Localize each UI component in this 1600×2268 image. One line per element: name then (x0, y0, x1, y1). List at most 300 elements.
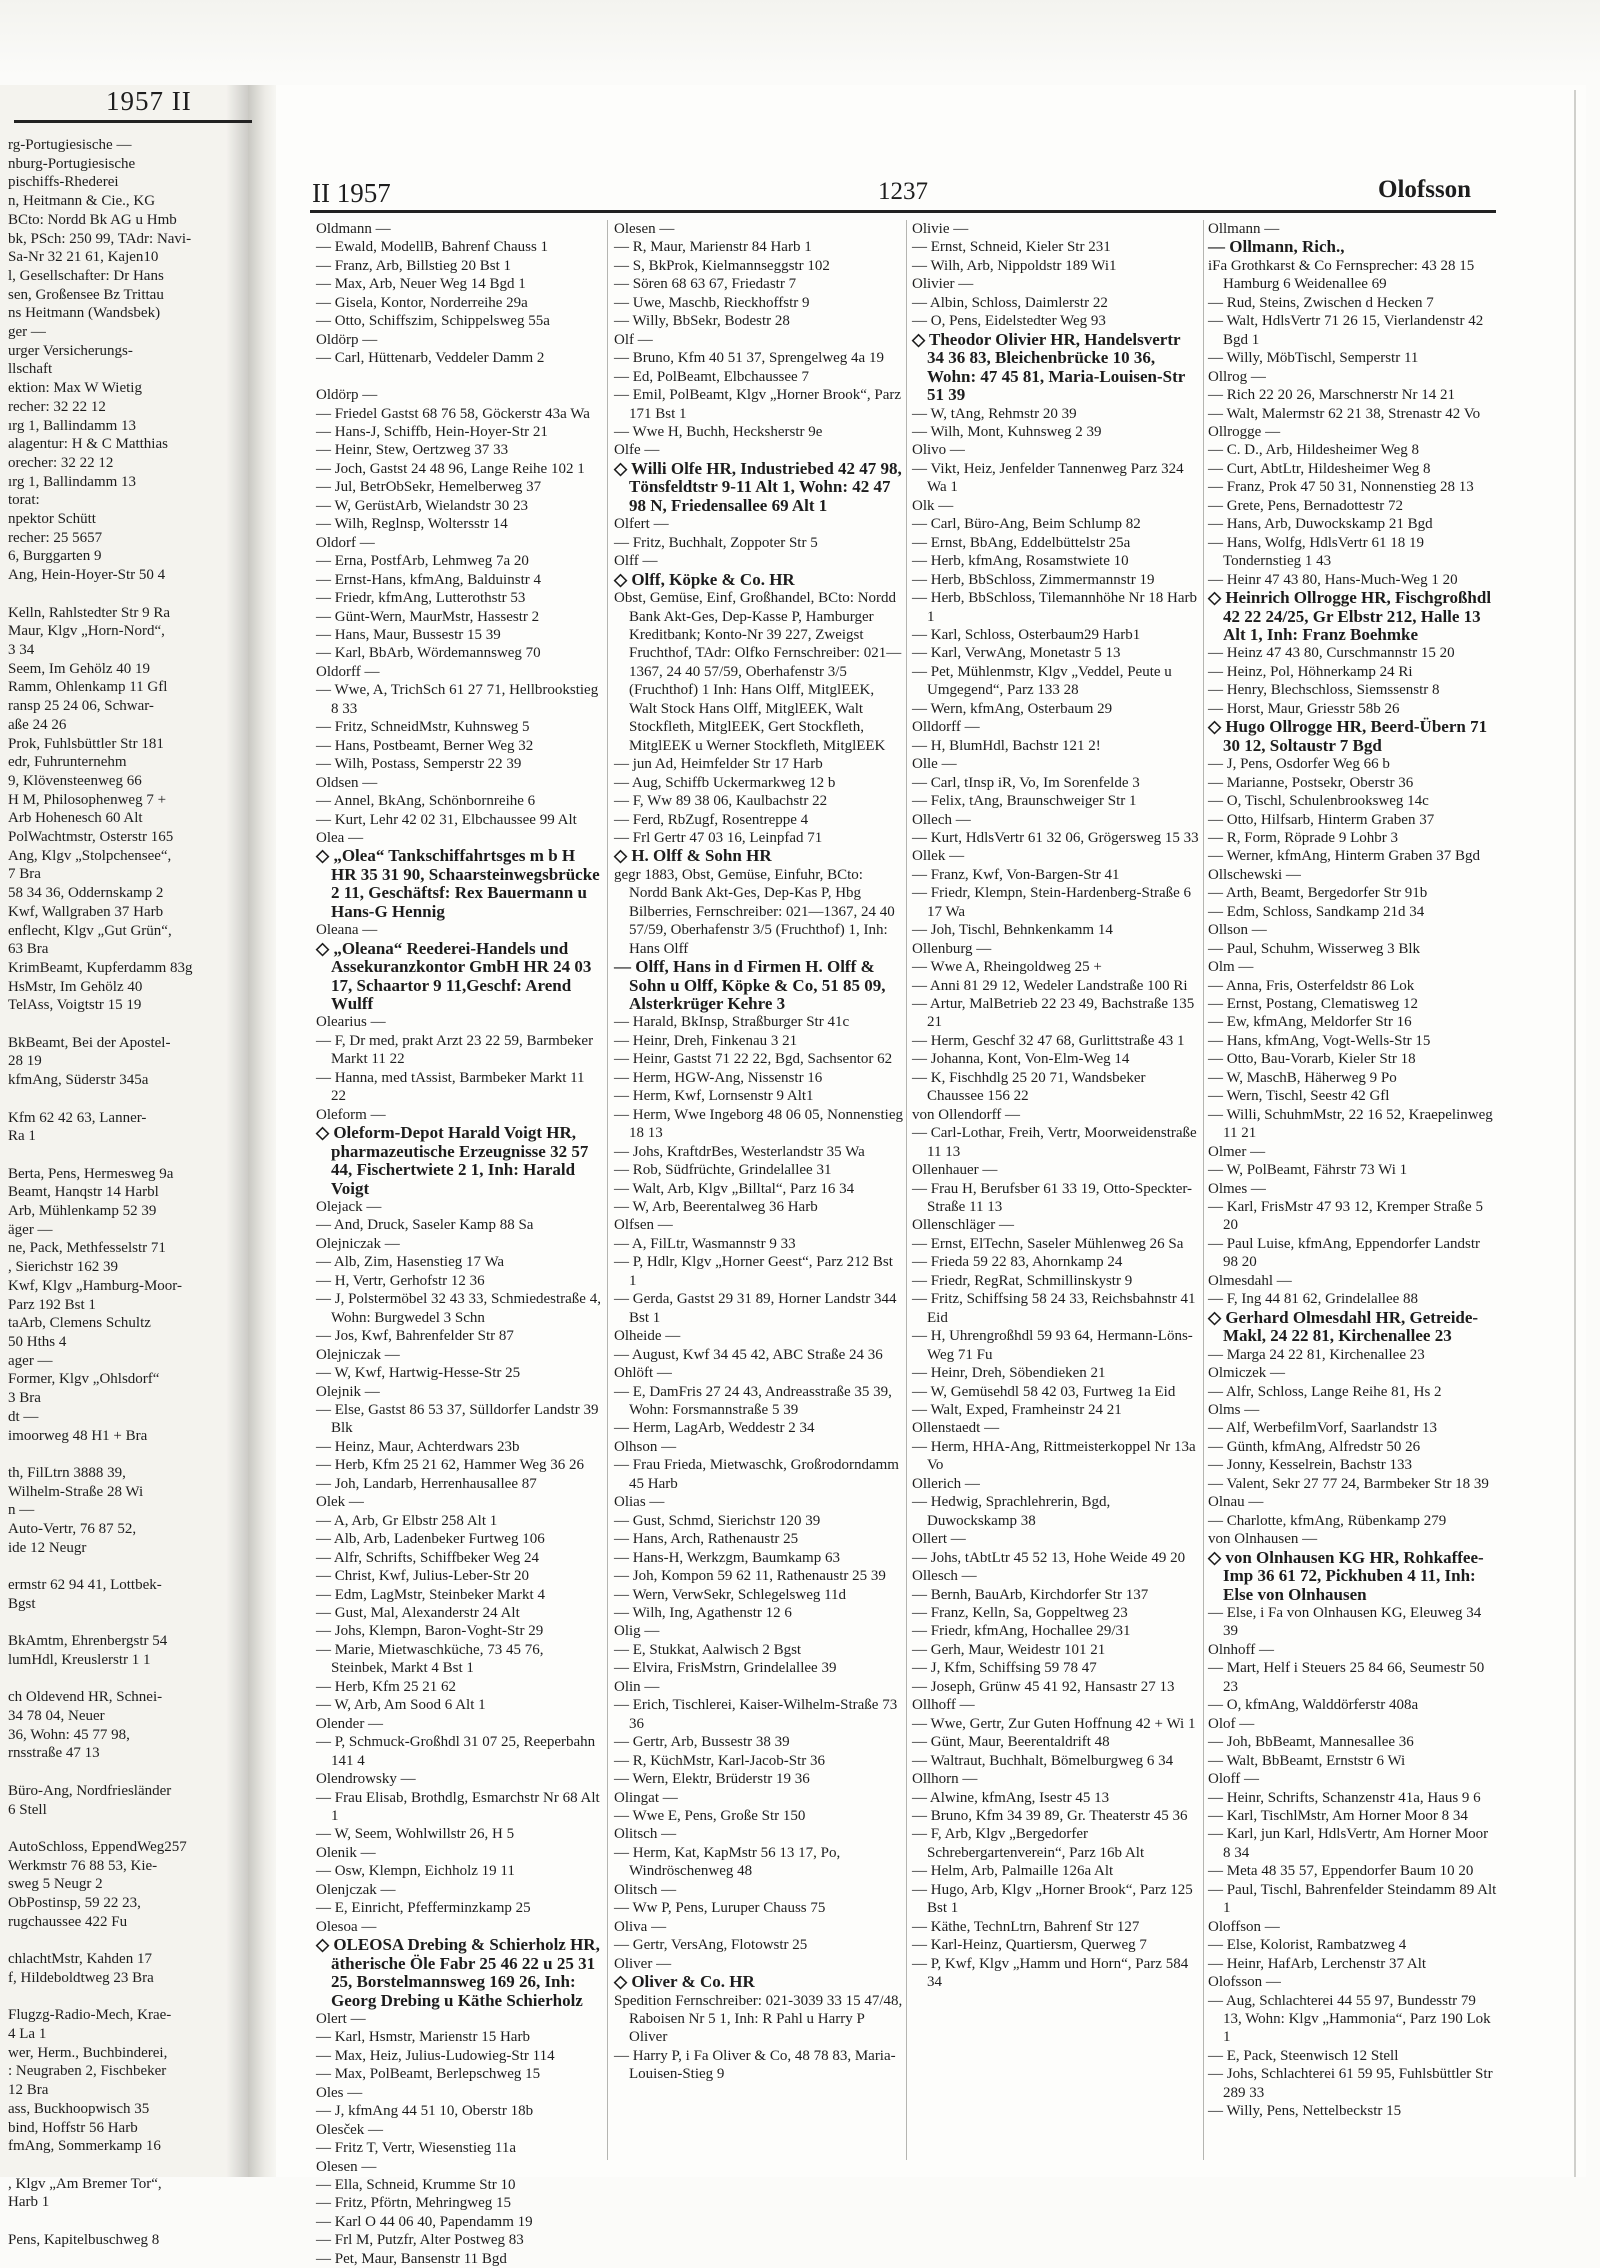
directory-entry: — Jonny, Kesselrein, Bachstr 133 (1208, 1457, 1412, 1474)
directory-entry: — Joh, Kompon 59 62 11, Rathenaustr 25 39 (614, 1568, 886, 1585)
left-directory-line: rnsstraße 47 13 (8, 1745, 100, 1762)
directory-entry: — Gust, Schmd, Sierichstr 120 39 (614, 1512, 821, 1529)
directory-entry: Oloffson — (1208, 1918, 1280, 1935)
left-page-column (8, 136, 252, 2249)
directory-entry: — Karl O 44 06 40, Papendamm 19 (316, 2213, 533, 2230)
directory-entry: — Christ, Kwf, Julius-Leber-Str 20 (316, 1568, 530, 1585)
directory-entry: — Charlotte, kfmAng, Rübenkamp 279 (1208, 1512, 1447, 1529)
left-directory-line: ObPostinsp, 59 22 23, (8, 1895, 141, 1912)
directory-entry: — Karl, BbArb, Wördemannsweg 70 (316, 645, 541, 662)
left-directory-line: Beamt, Hanqstr 14 Harbl (8, 1184, 159, 1201)
page-number: 1237 (878, 178, 928, 205)
left-directory-line: chlachtMstr, Kahden 17 (8, 1951, 152, 1968)
directory-entry: — F, Arb, Klgv „Bergedorfer Schrebergartenverein“, Parz 16b Alt (912, 1826, 1145, 1861)
directory-entry: — Heinr, Dreh, Finkenau 3 21 (614, 1032, 798, 1049)
directory-entry: — Herb, Kfm 25 21 62 (316, 1678, 456, 1695)
directory-entry: — Hanna, med tAssist, Barmbeker Markt 11 22 (316, 1069, 585, 1105)
directory-entry: — Henry, Blechschloss, Siemssenstr 8 (1208, 682, 1440, 699)
directory-entry: — Hans, Maur, Bussestr 15 39 (316, 626, 501, 643)
directory-entry: — Wilh, Mont, Kuhnsweg 2 39 (912, 423, 1102, 440)
directory-entry: — Harry P, i Fa Oliver & Co, 48 78 83, Maria-Louisen-Stieg 9 (614, 2047, 896, 2083)
left-directory-line: wer, Herm., Buchbinderei, (8, 2044, 168, 2061)
directory-entry: — E, Einricht, Pfefferminzkamp 25 (316, 1900, 531, 1917)
directory-entry: — Anna, Fris, Osterfeldstr 86 Lok (1208, 977, 1415, 994)
left-directory-line: taArb, Clemens Schultz (8, 1315, 151, 1332)
directory-entry: Olesen — (614, 221, 675, 237)
directory-entry: — C. D., Arb, Hildesheimer Weg 8 (1208, 442, 1419, 459)
directory-entry: — Friedr, kfmAng, Hochallee 29/31 (912, 1623, 1131, 1640)
directory-entry: Olivier — (912, 276, 974, 293)
directory-entry: Olnhoff — (1208, 1641, 1274, 1658)
directory-entry: — Bruno, Kfm 34 39 89, Gr. Theaterstr 45 36 (912, 1807, 1188, 1824)
directory-entry: — Arth, Beamt, Bergedorfer Str 91b (1208, 885, 1428, 902)
directory-entry: Olingat — (614, 1789, 678, 1806)
directory-entry: — W, Kwf, Hartwig-Hesse-Str 25 (316, 1365, 521, 1382)
left-directory-line: th, FilLtrn 3888 39, (8, 1464, 126, 1481)
directory-entry: Olof — (1208, 1715, 1255, 1732)
directory-entry: — Edm, Schloss, Sandkamp 21d 34 (1208, 903, 1425, 920)
left-directory-line: 4 La 1 (8, 2026, 47, 2043)
directory-entry: Oldsen — (316, 774, 378, 791)
left-directory-line (8, 1819, 252, 1838)
directory-entry: — Willy, MöbTischl, Semperstr 11 (1208, 350, 1419, 367)
directory-entry: — Gisela, Kontor, Norderreihe 29a (316, 294, 528, 311)
directory-entry: Olesček — (316, 2121, 384, 2138)
directory-entry: Ollech — (912, 811, 971, 828)
directory-entry: — Karl, VerwAng, Monetastr 5 13 (912, 645, 1121, 662)
directory-entry: — W, Gemüsehdl 58 42 03, Furtweg 1a Eid (912, 1383, 1176, 1400)
left-directory-line: 36, Wohn: 45 77 98, (8, 1726, 130, 1743)
left-directory-line: ransp 25 24 06, Schwar- (8, 698, 154, 715)
directory-entry: — Frieda 59 22 83, Ahornkamp 24 (912, 1254, 1123, 1271)
directory-entry: Ollerich — (912, 1475, 980, 1492)
directory-entry: — Heinr, Schrifts, Schanzenstr 41a, Haus 9 6 (1208, 1789, 1481, 1806)
directory-entry: — Joh, Tischl, Behnkenkamm 14 (912, 922, 1113, 939)
directory-entry: — Johs, Klempn, Baron-Voght-Str 29 (316, 1623, 544, 1640)
directory-entry: — Gerda, Gastst 29 31 89, Horner Landstr 344 Bst 1 (614, 1291, 897, 1326)
directory-entry: — Aug, Schiffb Uckermarkweg 12 b (614, 774, 836, 791)
directory-entry: Ollrog — (1208, 368, 1266, 385)
directory-entry: — Heinz, Pol, Höhnerkamp 24 Ri (1208, 663, 1413, 680)
directory-entry: Olin — (614, 1678, 660, 1695)
directory-entry: — H, BlumHdl, Bachstr 121 2! (912, 737, 1101, 754)
left-directory-line: recher: 25 5657 (8, 529, 103, 546)
directory-entry: Olff — (614, 553, 658, 570)
left-page-header: 1957 II (106, 86, 192, 116)
left-directory-line (8, 1090, 252, 1109)
directory-entry: — Fritz, Schiffsing 58 24 33, Reichsbahnstr 41 Eid (912, 1291, 1196, 1326)
directory-entry: — Wern, VerwSekr, Schlegelsweg 11d (614, 1586, 847, 1603)
directory-entry: — Ww P, Pens, Luruper Chauss 75 (614, 1900, 826, 1917)
left-directory-line: ırg 1, Ballindamm 13 (8, 417, 137, 434)
directory-entry: — F, Ing 44 81 62, Grindelallee 88 (1208, 1291, 1419, 1308)
directory-entry: — Marianne, Postsekr, Oberstr 36 (1208, 774, 1414, 791)
left-directory-line: ırg 1, Ballindamm 13 (8, 473, 137, 490)
directory-entry: — Frl M, Putzfr, Alter Postweg 83 (316, 2232, 524, 2249)
directory-entry: Olldorff — (912, 719, 980, 736)
directory-entry: Oldorf — (316, 534, 375, 551)
left-directory-line: ch Oldevend HR, Schnei- (8, 1689, 163, 1706)
directory-entry: — And, Druck, Saseler Kamp 88 Sa (316, 1217, 534, 1234)
directory-entry: Ollschewski — (1208, 866, 1301, 883)
directory-entry: — Waltraut, Buchhalt, Bömelburgweg 6 34 (912, 1752, 1174, 1769)
directory-entry: — Herb, kfmAng, Rosamstwiete 10 (912, 553, 1129, 570)
left-directory-line: : Neugraben 2, Fischbeker (8, 2063, 167, 2080)
directory-entry: — Frau Elisab, Brothdlg, Esmarchstr Nr 68 Alt 1 (316, 1789, 600, 1824)
directory-entry: Oleform — (316, 1106, 386, 1123)
directory-entry: gegr 1883, Obst, Gemüse, Einfuhr, BCto: Nordd Bank Akt-Ges, Dep-Kas P, Hbg Bilberries, Fernschreiber: 021—1367, 24 40 57/59, Oberhafenstr 3/5 (Fruchthof) 1, Inh: Hans Olff (614, 866, 895, 957)
directory-entry: — Rich 22 20 26, Marschnerstr Nr 14 21 (1208, 387, 1456, 404)
directory-entry: — Karl, TischlMstr, Am Horner Moor 8 34 (1208, 1807, 1468, 1824)
directory-entry: — Wwe E, Pens, Große Str 150 (614, 1807, 806, 1824)
directory-entry: — Wwe H, Buchh, Hecksherstr 9e (614, 423, 823, 440)
directory-entry: Olig — (614, 1623, 660, 1640)
directory-entry: Ollmann — (1208, 221, 1280, 237)
directory-entry: — A, Arb, Gr Elbstr 258 Alt 1 (316, 1512, 498, 1529)
directory-entry: — Ollmann, Rich., (1208, 237, 1345, 257)
directory-column-4 (1208, 220, 1498, 2165)
directory-column-2 (614, 220, 904, 2165)
directory-entry: — Paul, Schuhm, Wisserweg 3 Blk (1208, 940, 1421, 957)
directory-entry: — Walt, BbBeamt, Ernststr 6 Wi (1208, 1752, 1406, 1769)
directory-entry: Oleana — (316, 922, 378, 939)
directory-entry: Olhson — (614, 1438, 677, 1455)
directory-entry: — Kurt, HdlsVertr 61 32 06, Grögersweg 15 33 (912, 829, 1199, 846)
page-edge (1574, 90, 1576, 2177)
left-directory-line: urger Versicherungs- (8, 342, 133, 359)
left-directory-line: Kelln, Rahlstedter Str 9 Ra (8, 604, 171, 621)
directory-entry: — Carl, tInsp iR, Vo, Im Sorenfelde 3 (912, 774, 1140, 791)
left-directory-line: lumHdl, Kreuslerstr 1 1 (8, 1651, 151, 1668)
directory-entry: — Wwe A, Rheingoldweg 25 + (912, 959, 1102, 976)
left-directory-line: Büro-Ang, Nordfriesländer (8, 1782, 172, 1799)
directory-entry: — Hans-J, Schiffb, Hein-Hoyer-Str 21 (316, 423, 548, 440)
left-directory-line: ermstr 62 94 41, Lottbek- (8, 1577, 162, 1594)
directory-entry: — Valent, Sekr 27 77 24, Barmbeker Str 18 39 (1208, 1475, 1489, 1492)
directory-entry: — Carl-Lothar, Freih, Vertr, Moorweidenstraße 11 13 (912, 1125, 1197, 1160)
directory-entry: — Günth, kfmAng, Alfredstr 50 26 (1208, 1438, 1421, 1455)
directory-column-3 (912, 220, 1200, 2165)
directory-entry: — W, Seem, Wohlwillstr 26, H 5 (316, 1826, 515, 1843)
directory-entry: ◇ Gerhard Olmesdahl HR, Getreide-Makl, 24 22 81, Kirchenallee 23 (1208, 1307, 1479, 1346)
left-directory-line: 28 19 (8, 1053, 42, 1070)
left-directory-line: ager — (8, 1352, 53, 1369)
directory-entry: — Paul Luise, kfmAng, Eppendorfer Landstr 98 20 (1208, 1235, 1481, 1271)
directory-entry: — Kurt, Lehr 42 02 31, Elbchaussee 99 Alt (316, 811, 577, 828)
directory-entry: — Frau Frieda, Mietwaschk, Großrodorndamm 45 Harb (614, 1457, 899, 1492)
directory-entry: Olejack — (316, 1199, 382, 1216)
left-directory-line: PolWachtmstr, Osterstr 165 (8, 829, 174, 846)
directory-entry: — Marie, Mietwaschküche, 73 45 76, Steinbek, Markt 4 Bst 1 (316, 1641, 544, 1677)
left-directory-line: äger — (8, 1221, 53, 1238)
left-directory-line: rugchaussee 422 Fu (8, 1913, 128, 1930)
directory-entry: — Felix, tAng, Braunschweiger Str 1 (912, 793, 1137, 810)
directory-entry: Olek — (316, 1494, 364, 1511)
left-directory-line: enflecht, Klgv „Gut Grün“, (8, 922, 172, 939)
directory-entry: Olearius — (316, 1014, 386, 1031)
directory-entry: — E, Pack, Steenwisch 12 Stell (1208, 2047, 1399, 2064)
directory-entry: — Olff, Hans in d Firmen H. Olff & Sohn u Olff, Köpke & Co, 51 85 09, Alsterkrüger Kehre 3 (614, 957, 886, 1014)
directory-entry: — Walt, Malermstr 62 21 38, Strenastr 42 Vo (1208, 405, 1481, 422)
directory-entry: Olmiczek — (1208, 1365, 1286, 1382)
directory-entry: Ollenschläger — (912, 1217, 1015, 1234)
directory-entry: Ohlöft — (614, 1365, 672, 1382)
directory-entry: — Alwine, kfmAng, Isestr 45 13 (912, 1789, 1110, 1806)
directory-entry: — Frl Gertr 47 03 16, Leinpfad 71 (614, 829, 823, 846)
directory-entry: Olejniczak — (316, 1346, 400, 1363)
directory-entry: — Hugo, Arb, Klgv „Horner Brook“, Parz 125 Bst 1 (912, 1881, 1193, 1917)
left-directory-line (8, 2156, 252, 2175)
directory-entry: Olmes — (1208, 1180, 1266, 1197)
directory-entry: ◇ „Oleana“ Reederei-Handels und Assekuranzkontor GmbH HR 24 03 17, Schaartor 9 11,Geschf: Arend Wulff (316, 938, 592, 1014)
left-directory-line: dt — (8, 1408, 39, 1425)
directory-entry: — Karl, Schloss, Osterbaum29 Harb1 (912, 626, 1141, 643)
directory-entry: Olitsch — (614, 1881, 677, 1898)
left-directory-line: Arb, Mühlenkamp 52 39 (8, 1203, 157, 1220)
directory-entry: von Olnhausen — (1208, 1531, 1318, 1548)
left-directory-line: llschaft (8, 361, 53, 378)
directory-entry: — Else, Kolorist, Rambatzweg 4 (1208, 1937, 1407, 1954)
directory-entry: — Heinr 47 43 80, Hans-Much-Weg 1 20 (1208, 571, 1458, 588)
directory-entry: — Günt, Maur, Beerentaldrift 48 (912, 1734, 1110, 1751)
directory-entry: — Otto, Hilfsarb, Hinterm Graben 37 (1208, 811, 1435, 828)
left-directory-line: BCto: Nordd Bk AG u Hmb (8, 211, 177, 228)
left-directory-line: 63 Bra (8, 941, 49, 958)
left-directory-line: ektion: Max W Wietig (8, 380, 142, 397)
left-directory-line: Seem, Im Gehölz 40 19 (8, 660, 151, 677)
directory-entry: — Alb, Arb, Ladenbeker Furtweg 106 (316, 1531, 545, 1548)
left-directory-line: ne, Pack, Methfesselstr 71 (8, 1240, 166, 1257)
directory-entry: — Wilh, Arb, Nippoldstr 189 Wi1 (912, 257, 1117, 274)
directory-entry: — R, Form, Röprade 9 Lohbr 3 (1208, 829, 1398, 846)
directory-entry: — Walt, Arb, Klgv „Billtal“, Parz 16 34 (614, 1180, 855, 1197)
directory-entry: — Walt, HdlsVertr 71 26 15, Vierlandenstr 42 Bgd 1 (1208, 313, 1484, 348)
directory-entry: — Wwe, A, TrichSch 61 27 71, Hellbrookstieg 8 33 (316, 682, 599, 717)
directory-entry: Olias — (614, 1494, 665, 1511)
directory-entry: — Max, PolBeamt, Berlepschweg 15 (316, 2066, 541, 2083)
left-directory-line: kfmAng, Süderstr 345a (8, 1072, 149, 1089)
directory-entry: — Johanna, Kont, Von-Elm-Weg 14 (912, 1051, 1130, 1068)
directory-entry: — Emil, PolBeamt, Klgv „Horner Brook“, Parz 171 Bst 1 (614, 387, 902, 422)
left-directory-line: recher: 32 22 12 (8, 398, 106, 415)
directory-entry: — Herb, BbSchloss, Zimmermannstr 19 (912, 571, 1155, 588)
directory-entry: Ollson — (1208, 922, 1267, 939)
left-directory-line: Kfm 62 42 63, Lanner- (8, 1109, 147, 1126)
left-directory-line: ns Heitmann (Wandsbek) (8, 305, 161, 322)
column-divider (906, 220, 907, 2160)
directory-entry: — Friedr, kfmAng, Lutterothstr 53 (316, 590, 526, 607)
left-directory-line: Ra 1 (8, 1128, 36, 1145)
directory-entry: — W, Arb, Am Sood 6 Alt 1 (316, 1697, 486, 1714)
directory-entry: — Alf, WerbefilmVorf, Saarlandstr 13 (1208, 1420, 1438, 1437)
directory-entry: — Werner, kfmAng, Hinterm Graben 37 Bgd (1208, 848, 1481, 865)
directory-entry: — Carl, Hüttenarb, Veddeler Damm 2 (316, 350, 545, 367)
directory-entry: Oldmann — (316, 221, 391, 237)
left-directory-line: aße 24 26 (8, 716, 67, 733)
directory-entry: — Gertr, Arb, Bussestr 38 39 (614, 1734, 790, 1751)
left-directory-line: Kwf, Wallgraben 37 Harb (8, 903, 164, 920)
directory-entry: — Fritz T, Vertr, Wiesenstieg 11a (316, 2140, 517, 2157)
directory-entry: Olender — (316, 1715, 384, 1732)
left-directory-line: Wilhelm-Straße 28 Wi (8, 1483, 144, 1500)
left-directory-line: ger — (8, 324, 46, 341)
left-directory-line: 6 Stell (8, 1801, 47, 1818)
directory-entry: — Uwe, Maschb, Rieckhoffstr 9 (614, 294, 810, 311)
directory-entry: Spedition Fernschreiber: 021-3039 33 15 47/48, Raboisen Nr 5 1, Inh: R Pahl u Harry P Oliver (614, 1992, 903, 2046)
directory-entry: Ollhoff — (912, 1697, 975, 1714)
left-directory-line: nburg-Portugiesische (8, 155, 136, 172)
left-directory-line (8, 1015, 252, 1034)
left-directory-line: Ang, Hein-Hoyer-Str 50 4 (8, 567, 166, 584)
directory-entry: — Joch, Gastst 24 48 96, Lange Reihe 102 1 (316, 460, 585, 477)
directory-entry: Olle — (912, 756, 957, 773)
right-page-header-left: II 1957 (312, 178, 391, 208)
directory-entry: Olofsson — (1208, 1974, 1281, 1991)
directory-entry: Olitsch — (614, 1826, 677, 1843)
directory-entry: — P, Hdlr, Klgv „Horner Geest“, Parz 212 Bst 1 (614, 1254, 893, 1289)
directory-entry: — Horst, Maur, Griesstr 58b 26 (1208, 700, 1400, 717)
directory-column-1 (316, 220, 602, 2267)
directory-entry: Olivo — (912, 442, 965, 459)
directory-entry: — Helm, Arb, Palmaille 126a Alt (912, 1863, 1114, 1880)
directory-entry: — Wilh, Ing, Agathenstr 12 6 (614, 1604, 792, 1621)
left-directory-line: Arb Hohenesch 60 Alt (8, 810, 143, 827)
directory-entry: — R, Maur, Marienstr 84 Harb 1 (614, 239, 812, 256)
left-directory-line (8, 1988, 252, 2007)
directory-entry: ◇ Theodor Olivier HR, Handelsvertr 34 36 83, Bleichenbrücke 10 36, Wohn: 47 45 81, Maria-Louisen-Str 51 39 (912, 329, 1186, 405)
directory-entry: — Otto, Schiffszim, Schippelsweg 55a (316, 313, 550, 330)
left-directory-line (8, 585, 252, 604)
left-directory-line: 12 Bra (8, 2082, 49, 2099)
left-directory-line: 34 78 04, Neuer (8, 1708, 105, 1725)
directory-entry: — Gust, Mal, Alexanderstr 24 Alt (316, 1604, 520, 1621)
directory-entry: — Ewald, ModellB, Bahrenf Chauss 1 (316, 239, 549, 256)
left-directory-line: imoorweg 48 H1 + Bra (8, 1427, 148, 1444)
directory-entry: — P, Schmuck-Großhdl 31 07 25, Reeperbahn 141 4 (316, 1734, 596, 1769)
directory-entry: — Ella, Schneid, Krumme Str 10 (316, 2177, 516, 2194)
directory-entry: — Harald, BkInsp, Straßburger Str 41c (614, 1014, 850, 1031)
right-header-rule (310, 210, 1496, 213)
directory-entry: — F, Dr med, prakt Arzt 23 22 59, Barmbeker Markt 11 22 (316, 1032, 594, 1068)
directory-entry: Olesoa — (316, 1918, 377, 1935)
directory-entry: — Wern, Elektr, Brüderstr 19 36 (614, 1771, 810, 1788)
directory-entry: ◇ Oleform-Depot Harald Voigt HR, pharmazeutische Erzeugnisse 32 57 44, Fischertwiete 2 1, Inh: Harald Voigt (316, 1123, 589, 1198)
directory-entry: Obst, Gemüse, Einf, Großhandel, BCto: Nordd Bank Akt-Ges, Dep-Kasse P, Hamburger Kreditbank; Konto-Nr 39 227, Zweigst Fruchthof, TAdr: Olfko Fernschreiber: 021—1367, 24 40 57/59, Oberhafenstr 3/5 (Fruchthof) 1 Inh: Hans Olff, MitglEEK, Walt Stock Hans Olff, MitglEEK, Walt Stockfleth, MitglEEK, Gert Stockfleth, MitglEEK u Werner Stockfleth, MitglEEK (614, 590, 902, 754)
directory-entry: ◇ H. Olff & Sohn HR (614, 846, 772, 866)
directory-entry: Olf — (614, 331, 653, 348)
directory-entry: — W, GerüstArb, Wielandstr 30 23 (316, 497, 529, 514)
directory-entry: — Karl, jun Karl, HdlsVertr, Am Horner Moor 8 34 (1208, 1826, 1489, 1861)
left-directory-line: bk, PSch: 250 99, TAdr: Navi- (8, 230, 192, 247)
directory-entry: ◇ Hugo Ollrogge HR, Beerd-Übern 71 30 12, Soltaustr 7 Bgd (1208, 717, 1488, 755)
directory-entry: — Paul, Tischl, Bahrenfelder Steindamm 89 Alt 1 (1208, 1881, 1497, 1917)
left-directory-line: Ramm, Ohlenkamp 11 Gfl (8, 679, 168, 696)
directory-entry: Olnau — (1208, 1494, 1264, 1511)
directory-entry: — Willi, SchuhmMstr, 22 16 52, Kraepelinweg 11 21 (1208, 1106, 1493, 1142)
directory-entry: — Herb, Kfm 25 21 62, Hammer Weg 36 26 (316, 1457, 585, 1474)
left-directory-line: BkAmtm, Ehrenbergstr 54 (8, 1633, 168, 1650)
directory-entry: — Frau H, Berufsber 61 33 19, Otto-Speckter-Straße 11 13 (912, 1180, 1193, 1216)
directory-entry: — Edm, LagMstr, Steinbeker Markt 4 (316, 1586, 545, 1603)
left-directory-line: ide 12 Neugr (8, 1539, 87, 1556)
directory-entry: — Karl, Hsmstr, Marienstr 15 Harb (316, 2029, 530, 2046)
left-directory-line: HsMstr, Im Gehölz 40 (8, 978, 143, 995)
left-directory-line (8, 1763, 252, 1782)
directory-entry: Olendrowsky — (316, 1771, 416, 1788)
directory-entry: Ollert — (912, 1531, 966, 1548)
directory-entry: Olfert — (614, 516, 669, 533)
left-directory-line: Harb 1 (8, 2194, 50, 2211)
directory-entry: — Artur, MalBetrieb 22 23 49, Bachstraße 135 21 (912, 996, 1195, 1031)
directory-entry: — Vikt, Heiz, Jenfelder Tannenweg Parz 324 Wa 1 (912, 460, 1184, 496)
directory-entry: — Franz, Arb, Billstieg 20 Bst 1 (316, 257, 511, 274)
directory-entry: — Jul, BetrObSekr, Hemelberweg 37 (316, 479, 542, 496)
directory-entry: — Elvira, FrisMstrn, Grindelallee 39 (614, 1660, 837, 1677)
left-directory-line: sweg 5 Neugr 2 (8, 1876, 103, 1893)
directory-entry: Oliver — (614, 1955, 672, 1972)
left-directory-line: , Klgv „Am Bremer Tor“, (8, 2175, 162, 2192)
left-directory-line: 3 34 (8, 641, 35, 658)
directory-entry: — Else, i Fa von Olnhausen KG, Eleuweg 34 39 (1208, 1604, 1482, 1640)
directory-entry: — W, MaschB, Häherweg 9 Po (1208, 1069, 1397, 1086)
directory-entry: — W, tAng, Rehmstr 20 39 (912, 405, 1077, 422)
directory-entry: — Gerh, Maur, Weidestr 101 21 (912, 1641, 1106, 1658)
directory-entry: — Ferd, RbZugf, Rosentreppe 4 (614, 811, 809, 828)
directory-entry: — Karl, FrisMstr 47 93 12, Kremper Straße 5 20 (1208, 1199, 1483, 1234)
directory-entry: — Herb, BbSchloss, Tilemannhöhe Nr 18 Harb 1 (912, 590, 1197, 625)
directory-entry: — Pet, Mühlenmstr, Klgv „Veddel, Peute u Umgegend“, Parz 133 28 (912, 663, 1172, 699)
directory-entry: — S, BkProk, Kielmannseggstr 102 (614, 257, 830, 274)
directory-entry: — H, Vertr, Gerhofstr 12 36 (316, 1272, 485, 1289)
directory-entry: — Franz, Kelln, Sa, Goppeltweg 23 (912, 1604, 1128, 1621)
left-directory-line: 58 34 36, Oddernskamp 2 (8, 885, 164, 902)
directory-entry: — Johs, Schlachterei 61 59 95, Fuhlsbüttler Str 289 33 (1208, 2066, 1493, 2101)
directory-entry: — August, Kwf 34 45 42, ABC Straße 24 36 (614, 1346, 883, 1363)
directory-entry: Ollek — (912, 848, 965, 865)
directory-entry: Oldorff — (316, 663, 380, 680)
directory-entry: — Annel, BkAng, Schönbornreihe 6 (316, 793, 536, 810)
left-directory-line: orecher: 32 22 12 (8, 454, 114, 471)
directory-entry: — Heinz, Maur, Achterdwars 23b (316, 1438, 520, 1455)
directory-entry: — Gertr, VersAng, Flotowstr 25 (614, 1937, 808, 1954)
directory-entry: ◇ Heinrich Ollrogge HR, Fischgroßhdl 42 22 24/25, Gr Elbstr 212, Halle 13 Alt 1, Inh: Franz Boehmke (1208, 588, 1492, 644)
left-directory-line: fmAng, Sommerkamp 16 (8, 2138, 161, 2155)
directory-entry: — Hans, Arch, Rathenaustr 25 (614, 1531, 799, 1548)
directory-entry: — Ernst, Schneid, Kieler Str 231 (912, 239, 1111, 256)
left-directory-line: 50 Hths 4 (8, 1334, 67, 1350)
directory-entry: ◇ von Olnhausen KG HR, Rohkaffee-Imp 36 61 72, Pickhuben 4 11, Inh: Else von Olnhausen (1208, 1547, 1484, 1604)
directory-entry: — Ed, PolBeamt, Elbchaussee 7 (614, 368, 809, 385)
directory-entry: — Franz, Kwf, Von-Bargen-Str 41 (912, 866, 1120, 883)
column-divider (607, 220, 608, 2160)
left-directory-line: f, Hildeboldtweg 23 Bra (8, 1969, 154, 1986)
directory-entry: — P, Kwf, Klgv „Hamm und Horn“, Parz 584 34 (912, 1955, 1189, 1991)
directory-entry: — Fritz, Buchhalt, Zoppoter Str 5 (614, 534, 818, 551)
left-directory-line: TelAss, Voigtstr 15 19 (8, 997, 142, 1014)
directory-entry: — Herm, HGW-Ang, Nissenstr 16 (614, 1069, 823, 1086)
directory-entry: — Heinr, Stew, Oertzweg 37 33 (316, 442, 509, 459)
directory-entry: — Hans, kfmAng, Vogt-Wells-Str 15 (1208, 1032, 1431, 1049)
directory-entry: Olert — (316, 2010, 366, 2027)
directory-entry: — Rob, Südfrüchte, Grindelallee 31 (614, 1162, 832, 1179)
book-gutter (248, 85, 276, 2177)
directory-entry: Olk — (912, 497, 954, 514)
directory-entry: Ollesch — (912, 1568, 977, 1585)
directory-entry: Olms — (1208, 1402, 1260, 1418)
directory-entry: — Ernst, Postang, Clematisweg 12 (1208, 996, 1418, 1013)
left-directory-line: rg-Portugiesische — (8, 137, 132, 153)
directory-entry: — Herm, Wwe Ingeborg 48 06 05, Nonnenstieg 18 13 (614, 1106, 903, 1142)
